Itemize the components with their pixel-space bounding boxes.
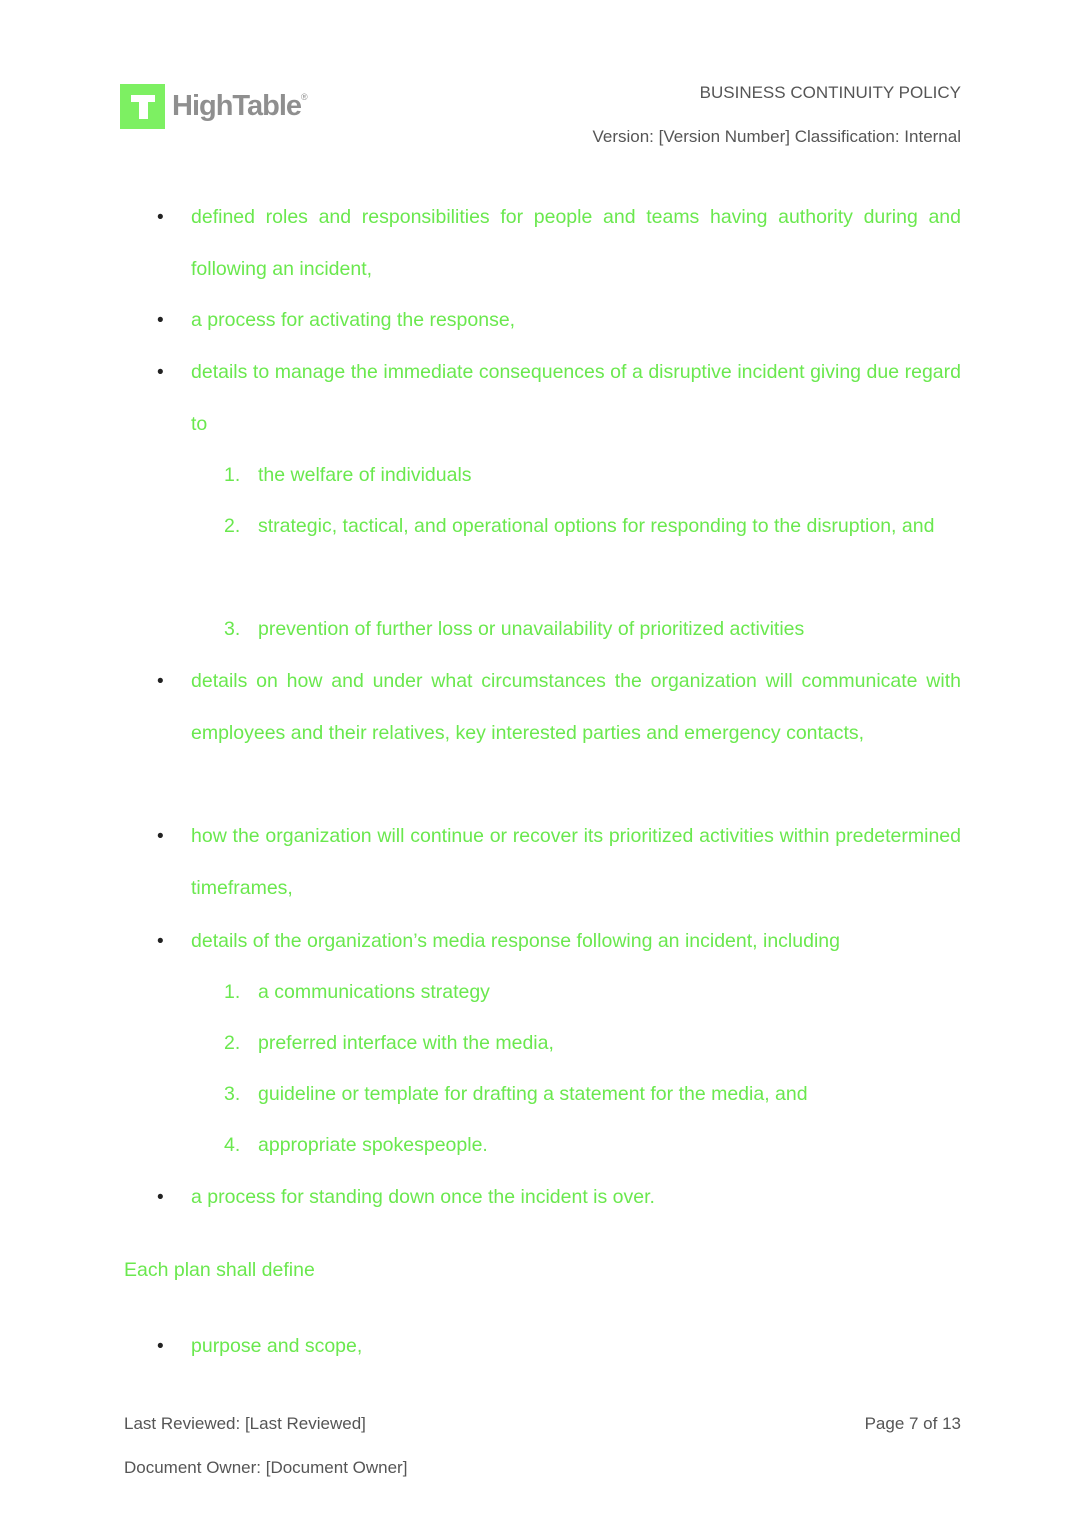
numbered-item: 1. the welfare of individuals	[224, 464, 472, 486]
list-item: • a process for standing down once the incident is over.	[191, 1172, 961, 1224]
document-meta: Version: [Version Number] Classification: Internal	[592, 127, 961, 146]
numbered-item: 3. guideline or template for drafting a statement for the media, and	[224, 1083, 808, 1105]
footer-document-owner: Document Owner: [Document Owner]	[124, 1458, 408, 1477]
document-title: BUSINESS CONTINUITY POLICY	[699, 83, 961, 102]
numbered-item: 1. a communications strategy	[224, 981, 490, 1003]
bullet-icon: •	[157, 362, 164, 383]
bullet-icon: •	[157, 207, 164, 228]
numbered-item: 3. prevention of further loss or unavailability of prioritized activities	[224, 618, 805, 640]
bullet-icon: •	[157, 826, 164, 847]
list-item: • defined roles and responsibilities for people and teams having authority during and following an incident,	[191, 192, 961, 295]
list-item: • details to manage the immediate consequences of a disruptive incident giving due regard to	[191, 347, 961, 450]
paragraph: Each plan shall define	[124, 1259, 315, 1281]
logo-text: HighTable®	[172, 90, 308, 122]
logo-mark-icon	[120, 84, 165, 129]
list-item: • a process for activating the response,	[191, 295, 961, 347]
logo	[120, 84, 308, 129]
numbered-item: 4. appropriate spokespeople.	[224, 1134, 488, 1156]
footer-last-reviewed: Last Reviewed: [Last Reviewed]	[124, 1414, 366, 1433]
footer-page-number: Page 7 of 13	[864, 1414, 961, 1433]
list-item: • details on how and under what circumstances the organization will communicate with employees and their relatives, key interested parties and emergency contacts,	[191, 656, 961, 759]
bullet-icon: •	[157, 671, 164, 692]
numbered-item: 2. strategic, tactical, and operational options for responding to the disruption, and	[224, 515, 935, 537]
bullet-icon: •	[157, 931, 164, 952]
numbered-item: 2. preferred interface with the media,	[224, 1032, 554, 1054]
bullet-icon: •	[157, 310, 164, 331]
bullet-icon: •	[157, 1187, 164, 1208]
list-item: • how the organization will continue or recover its prioritized activities within predetermined timeframes,	[191, 811, 961, 914]
list-item: • purpose and scope,	[191, 1321, 961, 1373]
bullet-icon: •	[157, 1336, 164, 1357]
list-item: • details of the organization’s media response following an incident, including	[191, 916, 961, 968]
